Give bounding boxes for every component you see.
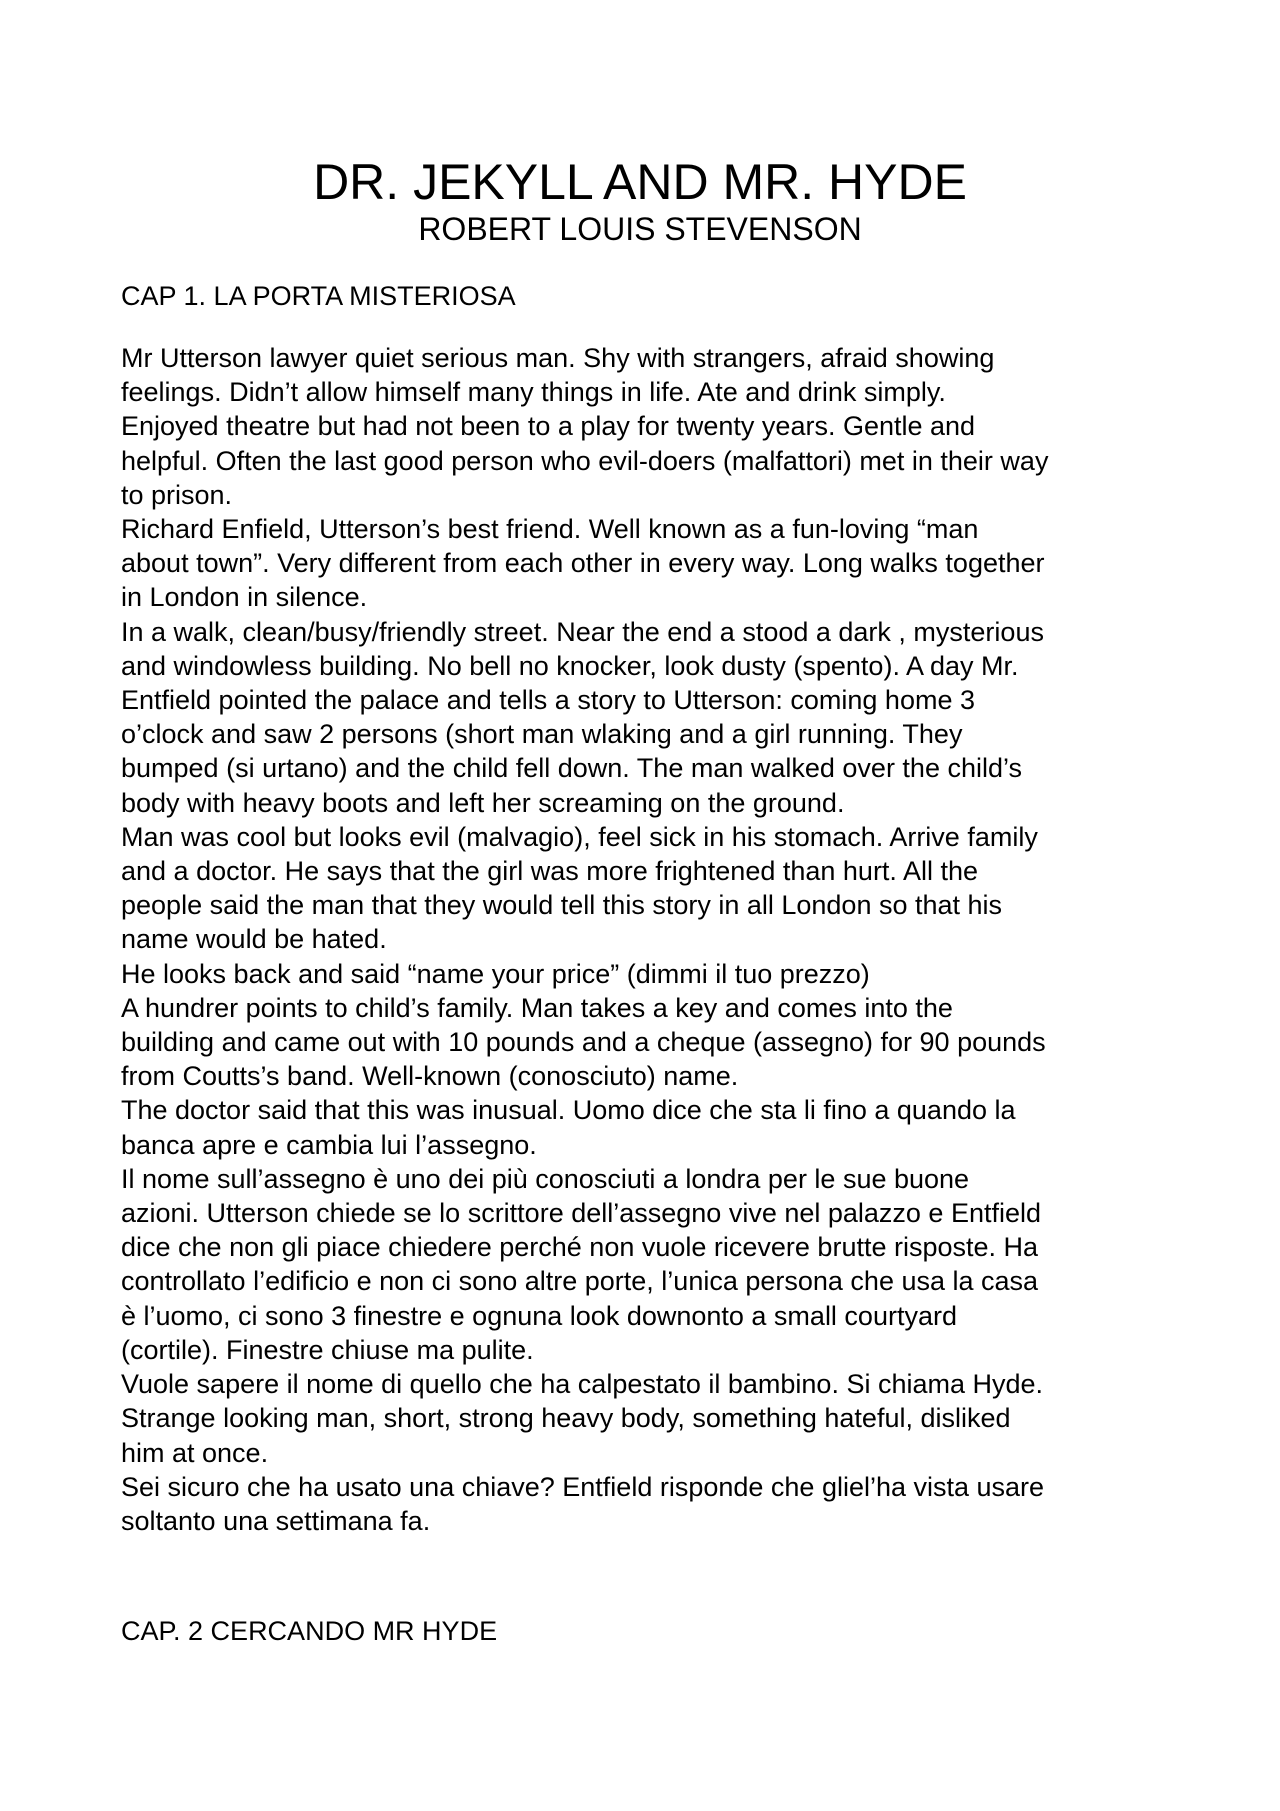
text-line: controllato l’edificio e non ci sono altre porte, l’unica persona che usa la casa	[121, 1266, 1039, 1297]
text-line: and windowless building. No bell no knocker, look dusty (spento). A day Mr.	[121, 650, 1019, 681]
text-line: Richard Enfield, Utterson’s best friend. Well known as a fun-loving “man	[121, 514, 979, 545]
text-line: people said the man that they would tell this story in all London so that his	[121, 890, 1003, 921]
text-line: helpful. Often the last good person who evil-doers (malfattori) met in their way	[121, 445, 1049, 476]
text-line: banca apre e cambia lui l’assegno.	[121, 1129, 537, 1160]
text-line: from Coutts’s band. Well-known (conosciuto) name.	[121, 1061, 739, 1092]
paragraph	[121, 820, 1181, 957]
text-line: Enjoyed theatre but had not been to a play for twenty years. Gentle and	[121, 411, 976, 442]
text-line: in London in silence.	[121, 582, 368, 613]
text-line: Man was cool but looks evil (malvagio), feel sick in his stomach. Arrive family	[121, 821, 1038, 852]
text-line: The doctor said that this was inusual. Uomo dice che sta li fino a quando la	[121, 1095, 1016, 1126]
paragraph	[121, 1093, 1181, 1161]
text-line: (cortile). Finestre chiuse ma pulite.	[121, 1334, 534, 1365]
chapter-1-body	[121, 341, 1181, 1538]
text-line: He looks back and said “name your price” (dimmi il tuo prezzo)	[121, 958, 870, 989]
text-line: A hundrer points to child’s family. Man takes a key and comes into the	[121, 992, 953, 1023]
text-line: bumped (si urtano) and the child fell down. The man walked over the child’s	[121, 753, 1023, 784]
chapter-2-heading: CAP. 2 CERCANDO MR HYDE	[121, 1616, 498, 1646]
text-line: to prison.	[121, 479, 233, 510]
text-line: è l’uomo, ci sono 3 finestre e ognuna look downonto a small courtyard	[121, 1300, 957, 1331]
text-line: Vuole sapere il nome di quello che ha calpestato il bambino. Si chiama Hyde.	[121, 1369, 1044, 1400]
text-line: Il nome sull’assegno è uno dei più conosciuti a londra per le sue buone	[121, 1163, 970, 1194]
document-author: ROBERT LOUIS STEVENSON	[418, 211, 862, 247]
paragraph	[121, 615, 1181, 820]
chapter-1-heading: CAP 1. LA PORTA MISTERIOSA	[121, 281, 516, 311]
text-line: dice che non gli piace chiedere perché non vuole ricevere brutte risposte. Ha	[121, 1232, 1039, 1263]
text-line: name would be hated.	[121, 924, 387, 955]
paragraph	[121, 957, 1181, 991]
text-line: about town”. Very different from each other in every way. Long walks together	[121, 548, 1045, 579]
text-line: building and came out with 10 pounds and a cheque (assegno) for 90 pounds	[121, 1027, 1046, 1058]
text-line: and a doctor. He says that the girl was more frightened than hurt. All the	[121, 856, 978, 887]
text-line: In a walk, clean/busy/friendly street. Near the end a stood a dark , mysterious	[121, 616, 1044, 647]
text-line: body with heavy boots and left her screaming on the ground.	[121, 787, 845, 818]
paragraph	[121, 512, 1181, 615]
text-line: azioni. Utterson chiede se lo scrittore dell’assegno vive nel palazzo e Entfield	[121, 1198, 1042, 1229]
document-title: DR. JEKYLL AND MR. HYDE	[313, 154, 967, 210]
paragraph	[121, 1367, 1181, 1470]
paragraph	[121, 991, 1181, 1094]
text-line: him at once.	[121, 1437, 269, 1468]
text-line: Sei sicuro che ha usato una chiave? Entfield risponde che gliel’ha vista usare	[121, 1471, 1045, 1502]
paragraph	[121, 341, 1181, 512]
text-line: o’clock and saw 2 persons (short man wlaking and a girl running. They	[121, 719, 963, 750]
text-line: feelings. Didn’t allow himself many things in life. Ate and drink simply.	[121, 377, 946, 408]
text-line: Entfield pointed the palace and tells a story to Utterson: coming home 3	[121, 685, 975, 716]
text-line: Strange looking man, short, strong heavy body, something hateful, disliked	[121, 1403, 1011, 1434]
text-line: Mr Utterson lawyer quiet serious man. Shy with strangers, afraid showing	[121, 343, 995, 373]
paragraph	[121, 1470, 1181, 1538]
text-line: soltanto una settimana fa.	[121, 1505, 431, 1536]
paragraph	[121, 1162, 1181, 1367]
